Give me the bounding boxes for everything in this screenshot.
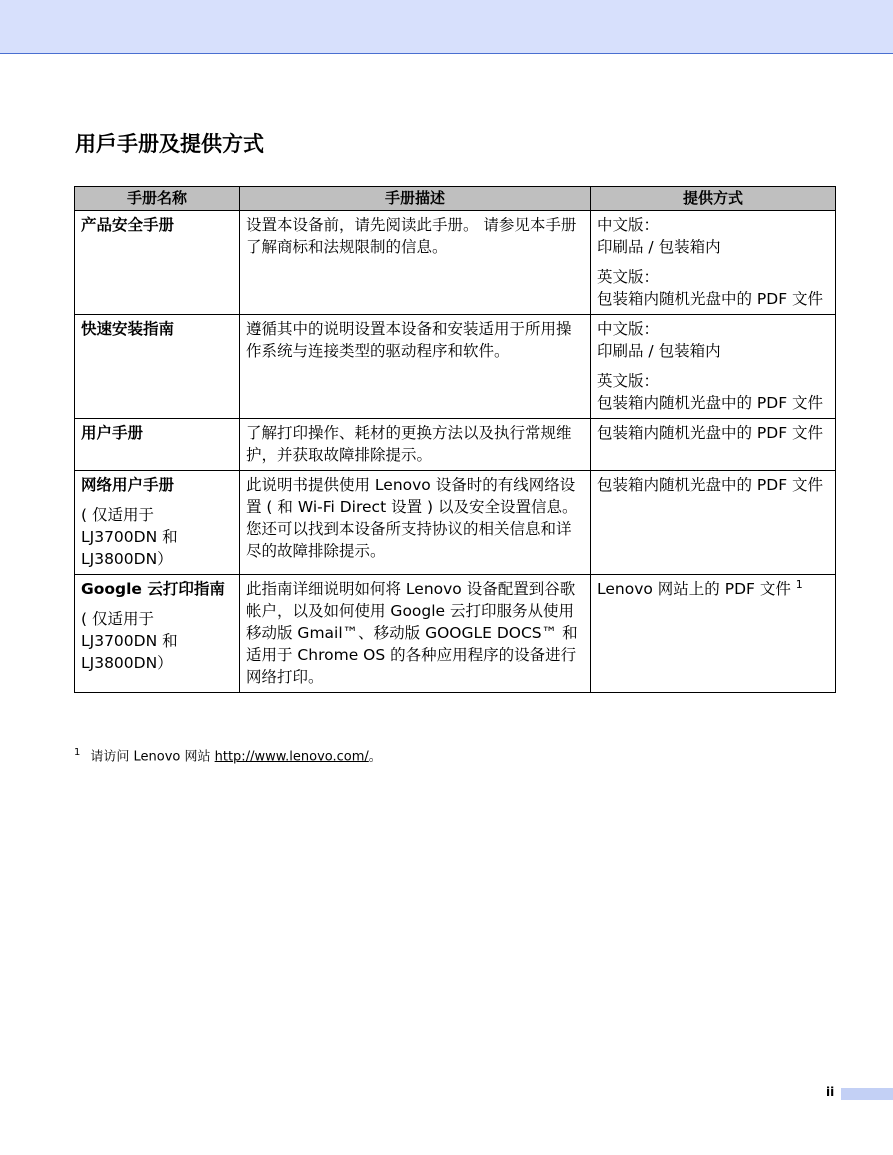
footnote <box>74 743 382 767</box>
manual-availability: 包装箱内随机光盘中的 PDF 文件 <box>591 471 836 575</box>
availability-label: 中文版： <box>597 216 660 234</box>
availability-label: 中文版： <box>597 320 660 338</box>
manual-name: Google 云打印指南 <box>81 580 225 598</box>
table-row <box>75 419 836 471</box>
availability-block <box>597 318 829 362</box>
availability-block <box>597 214 829 258</box>
manual-name-cell <box>75 211 240 315</box>
availability-block <box>597 370 829 414</box>
availability-value: 印刷品 / 包装箱内 <box>597 238 721 256</box>
manual-availability-cell <box>591 575 836 693</box>
manual-description: 此指南详细说明如何将 Lenovo 设备配置到谷歌帐户，以及如何使用 Google 云打印服务从使用移动版 Gmail™、移动版 GOOGLE DOCS™ 和适用于 Chrome OS 的各种应用程序的设备进行网络打印。 <box>240 575 591 693</box>
manual-description: 了解打印操作、耗材的更换方法以及执行常规维护，并获取故障排除提示。 <box>240 419 591 471</box>
table-row <box>75 211 836 315</box>
column-header-availability: 提供方式 <box>591 187 836 211</box>
manual-model-note: ( 仅适用于 LJ3700DN 和 LJ3800DN） <box>81 506 178 568</box>
table-row <box>75 575 836 693</box>
manual-name-cell <box>75 419 240 471</box>
manual-name: 产品安全手册 <box>81 216 175 234</box>
availability-value: 包装箱内随机光盘中的 PDF 文件 <box>597 290 824 308</box>
manual-availability: Lenovo 网站上的 PDF 文件 <box>597 580 791 598</box>
page-number: ii <box>826 1085 835 1099</box>
manual-name: 快速安装指南 <box>81 320 175 338</box>
footnote-suffix: 。 <box>368 749 382 765</box>
manual-name: 网络用户手册 <box>81 476 175 494</box>
availability-value: 包装箱内随机光盘中的 PDF 文件 <box>597 394 824 412</box>
availability-label: 英文版： <box>597 372 660 390</box>
manual-name: 用户手册 <box>81 424 144 442</box>
table-row <box>75 315 836 419</box>
footnote-text: 请访问 Lenovo 网站 <box>90 749 215 765</box>
manual-model-note: ( 仅适用于 LJ3700DN 和 LJ3800DN） <box>81 610 178 672</box>
availability-label: 英文版： <box>597 268 660 286</box>
availability-block <box>597 266 829 310</box>
table-header-row <box>75 187 836 211</box>
page-header-band <box>0 0 893 54</box>
footnote-reference[interactable]: 1 <box>795 577 803 591</box>
manual-availability: 包装箱内随机光盘中的 PDF 文件 <box>591 419 836 471</box>
manual-description: 遵循其中的说明设置本设备和安装适用于所用操作系统与连接类型的驱动程序和软件。 <box>240 315 591 419</box>
page-edge-tab <box>841 1088 893 1100</box>
manual-description: 设置本设备前，请先阅读此手册。 请参见本手册了解商标和法规限制的信息。 <box>240 211 591 315</box>
manual-name-cell <box>75 471 240 575</box>
footnote-number: 1 <box>74 747 81 758</box>
column-header-description: 手册描述 <box>240 187 591 211</box>
manuals-table <box>74 186 836 693</box>
table-row <box>75 471 836 575</box>
column-header-name: 手册名称 <box>75 187 240 211</box>
manual-name-cell <box>75 575 240 693</box>
lenovo-website-link[interactable]: http://www.lenovo.com/ <box>214 749 369 765</box>
manual-name-cell <box>75 315 240 419</box>
availability-value: 印刷品 / 包装箱内 <box>597 342 721 360</box>
manual-availability-cell <box>591 211 836 315</box>
page-title: 用戶手册及提供方式 <box>75 132 264 156</box>
manual-availability-cell <box>591 315 836 419</box>
manual-description: 此说明书提供使用 Lenovo 设备时的有线网络设置 ( 和 Wi-Fi Direct 设置 ) 以及安全设置信息。 您还可以找到本设备所支持协议的相关信息和详尽的故障排除提示。 <box>240 471 591 575</box>
